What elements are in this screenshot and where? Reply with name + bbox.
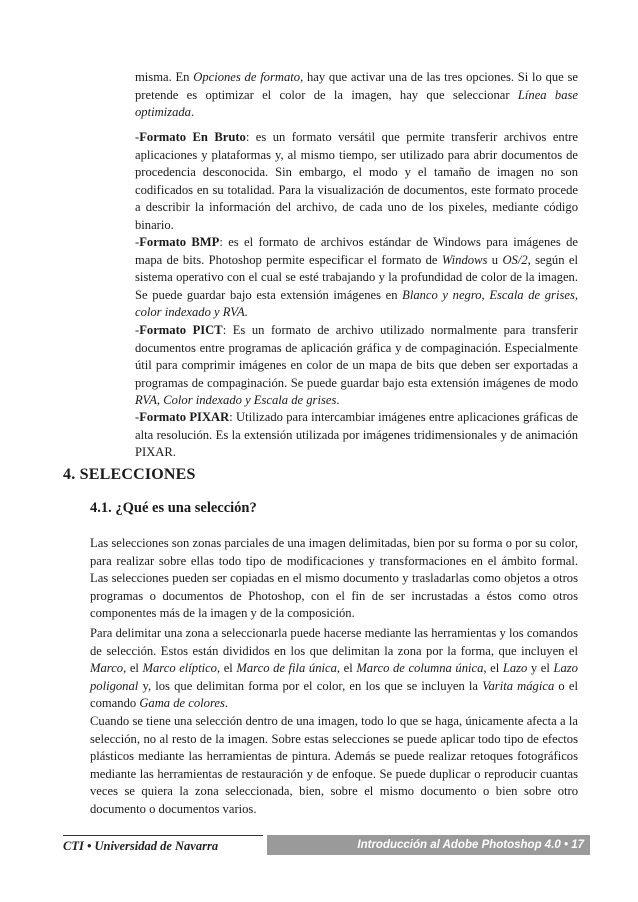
format-pixar-paragraph: -Formato PIXAR: Utilizado para intercambiar imágenes entre aplicaciones gráficas de alta resolución. Es la extensión utilizada por imágenes tridimensionales y de animación PIXAR. — [135, 410, 579, 460]
body-paragraph-3: Cuando se tiene una selección dentro de una imagen, todo lo que se haga, únicamente afecta a la selección, no al resto de la imagen. Sobre estas selecciones se puede aplicar todo tipo de efectos plásticos mediante las herramientas de pintura. Además se puede realizar retoques fotográficos mediante las herramientas de restauración y de enfoque. Se puede duplicar o reproducir cuantas veces se quiera la zona seleccionada, bien, sobre el mismo documento o bien sobre otro documento o documentos varios. — [90, 714, 578, 816]
page-footer — [63, 835, 590, 857]
subsection-title: 4.1. ¿Qué es una selección? — [90, 500, 257, 516]
format-name: Formato En Bruto — [139, 130, 246, 144]
section-title: 4. SELECCIONES — [63, 466, 196, 483]
body-paragraph-1: Las selecciones son zonas parciales de una imagen delimitadas, bien por su forma o por su color, para realizar sobre ellas todo tipo de modificaciones y transformaciones en el ámbito formal. Las selecciones pueden ser copiadas en el mismo documento y trasladarlas como objetos a otros programas o documentos de Photoshop, con el fin de ser incrustadas a éstos como otros componentes más de la imagen y de la composición. — [90, 536, 578, 621]
footer-left-text: CTI • Universidad de Navarra — [63, 835, 263, 856]
format-name: Formato BMP — [139, 235, 220, 249]
format-name: Formato PICT — [139, 323, 223, 337]
format-pict-paragraph: -Formato PICT: Es un formato de archivo utilizado normalmente para transferir documentos entre programas de aplicación gráfica y de compaginación. Especialmente útil para comprimir imágenes en color de un mapa de bits que deben ser exportadas a programas de compaginación. Se puede guardar bajo esta extensión imágenes de modo RVA, Color indexado y Escala de grises. — [135, 323, 578, 408]
format-name: Formato PIXAR — [139, 410, 230, 424]
top-paragraph: misma. En Opciones de formato, hay que activar una de las tres opciones. Si lo que se pretende es optimizar el color de la imagen, hay que seleccionar Línea base optimizada. — [135, 70, 579, 120]
format-en-bruto-paragraph: -Formato En Bruto: es un formato versátil que permite transferir archivos entre aplicaciones y plataformas y, al mismo tiempo, ser utilizado para abrir documentos de procedencia desconocida. Sin embargo, el modo y el tamaño de imagen no son codificados en su totalidad. Para la visualización de documentos, este formato procede a describir la información del archivo, de cada uno de los pixeles, mediante código binario. — [135, 130, 578, 232]
format-bmp-paragraph: -Formato BMP: es el formato de archivos estándar de Windows para imágenes de mapa de bits. Photoshop permite especificar el formato de Windows u OS/2, según el sistema operativo con el cual se esté trabajando y la profundidad de color de la imagen. Se puede guardar bajo esta extensión imágenes en Blanco y negro, Escala de grises, color indexado y RVA. — [135, 235, 578, 320]
footer-right-text: Introducción al Adobe Photoshop 4.0 • 17 — [267, 835, 590, 855]
body-paragraph-2: Para delimitar una zona a seleccionarla puede hacerse mediante las herramientas y los comandos de selección. Estos están divididos en los que delimitan la zona por la forma, que incluyen el Marco, el Marco elíptico, el Marco de fila única, el Marco de columna única, el Lazo y el Lazo poligonal y, los que delimitan forma por el color, en los que se incluyen la Varita mágica o el comando Gama de colores. — [90, 626, 578, 711]
